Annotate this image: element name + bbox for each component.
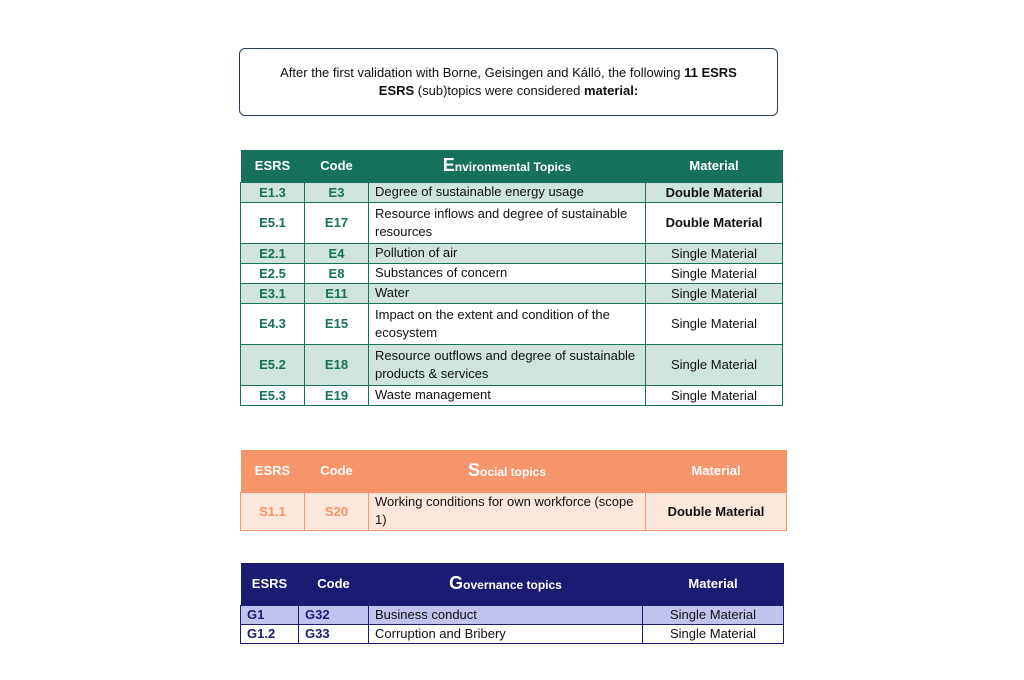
intro-text-part: (sub)topics were considered (414, 83, 584, 98)
intro-note (239, 48, 778, 116)
code-cell: E18 (305, 344, 369, 385)
topic-cell: Degree of sustainable energy usage (369, 182, 646, 202)
esrs-cell: E5.2 (241, 344, 305, 385)
intro-count: 11 ESRS (684, 65, 737, 80)
esrs-cell: E2.5 (241, 263, 305, 283)
esrs-cell: E2.1 (241, 243, 305, 263)
material-cell: Single Material (646, 385, 783, 405)
table-row (241, 344, 783, 385)
header-code: Code (305, 150, 369, 182)
material-cell: Single Material (646, 283, 783, 303)
topic-cell: Pollution of air (369, 243, 646, 263)
material-cell: Double Material (646, 182, 783, 202)
title-initial: S (467, 460, 480, 481)
header-code: Code (305, 450, 369, 492)
esrs-cell: E5.3 (241, 385, 305, 405)
code-cell: E19 (305, 385, 369, 405)
esrs-cell: E3.1 (241, 283, 305, 303)
topic-cell: Resource outflows and degree of sustainable products & services (369, 344, 646, 385)
topic-cell: Working conditions for own workforce (scope 1) (369, 492, 646, 530)
code-cell: E4 (305, 243, 369, 263)
table-row (241, 182, 783, 202)
esrs-cell: S1.1 (241, 492, 305, 530)
title-rest: ocial topics (479, 465, 547, 480)
title-rest: overnance topics (463, 578, 562, 593)
material-cell: Double Material (646, 202, 783, 243)
table-row (241, 492, 787, 530)
topic-cell: Resource inflows and degree of sustainable resources (369, 202, 646, 243)
header-esrs: ESRS (241, 563, 299, 605)
header-title (369, 450, 646, 492)
header-esrs: ESRS (241, 450, 305, 492)
intro-text-part: After the first validation with Borne, Geisingen and Kálló, the following (280, 65, 685, 80)
table-row (241, 263, 783, 283)
intro-esrs: ESRS (378, 83, 415, 98)
title-initial: E (442, 155, 455, 176)
code-cell: E8 (305, 263, 369, 283)
table-header (241, 450, 787, 492)
intro-text (280, 64, 737, 100)
code-cell: G32 (299, 605, 369, 624)
material-cell: Single Material (646, 243, 783, 263)
material-cell: Double Material (646, 492, 787, 530)
code-cell: E17 (305, 202, 369, 243)
material-cell: Single Material (646, 344, 783, 385)
header-title (369, 150, 646, 182)
esrs-cell: G1 (241, 605, 299, 624)
code-cell: E3 (305, 182, 369, 202)
table-row (241, 283, 783, 303)
social-topics-table (240, 450, 787, 531)
topic-cell: Impact on the extent and condition of the ecosystem (369, 303, 646, 344)
topic-cell: Substances of concern (369, 263, 646, 283)
header-material: Material (646, 150, 783, 182)
material-cell: Single Material (646, 263, 783, 283)
table-header (241, 150, 783, 182)
header-code: Code (299, 563, 369, 605)
topic-cell: Corruption and Bribery (369, 624, 643, 643)
table-row (241, 202, 783, 243)
topic-cell: Waste management (369, 385, 646, 405)
title-initial: G (449, 573, 464, 594)
header-title (369, 563, 643, 605)
code-cell: S20 (305, 492, 369, 530)
topic-cell: Water (369, 283, 646, 303)
esrs-cell: E5.1 (241, 202, 305, 243)
title-rest: nvironmental Topics (454, 160, 572, 175)
esrs-cell: E1.3 (241, 182, 305, 202)
intro-material: material: (584, 83, 639, 98)
code-cell: E15 (305, 303, 369, 344)
material-cell: Single Material (643, 605, 784, 624)
esrs-cell: E4.3 (241, 303, 305, 344)
code-cell: G33 (299, 624, 369, 643)
table-row (241, 605, 784, 624)
header-material: Material (643, 563, 784, 605)
code-cell: E11 (305, 283, 369, 303)
governance-topics-table (240, 563, 784, 644)
environmental-topics-table (240, 150, 783, 406)
material-cell: Single Material (643, 624, 784, 643)
material-cell: Single Material (646, 303, 783, 344)
esrs-cell: G1.2 (241, 624, 299, 643)
header-material: Material (646, 450, 787, 492)
table-row (241, 624, 784, 643)
header-esrs: ESRS (241, 150, 305, 182)
table-header (241, 563, 784, 605)
table-row (241, 243, 783, 263)
table-row (241, 303, 783, 344)
topic-cell: Business conduct (369, 605, 643, 624)
table-row (241, 385, 783, 405)
